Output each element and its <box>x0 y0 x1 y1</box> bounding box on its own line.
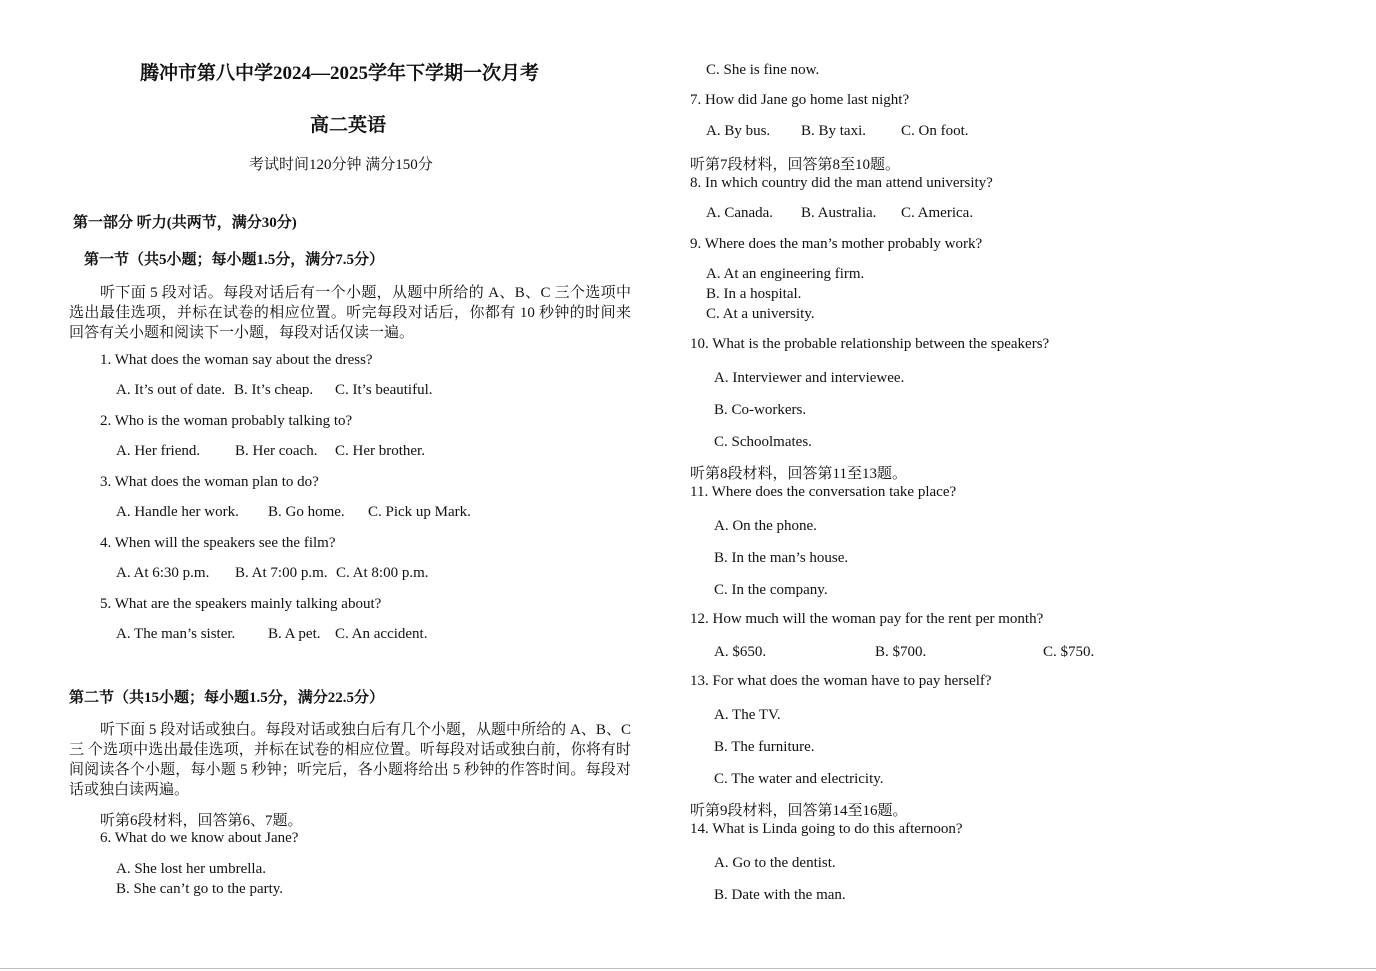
q12-option-a: A. $650. <box>714 644 767 660</box>
q2-option-c: C. Her brother. <box>335 443 425 459</box>
q4-option-a: A. At 6:30 p.m. <box>116 565 210 581</box>
question-4: 4. When will the speakers see the film? <box>100 535 336 551</box>
question-3: 3. What does the woman plan to do? <box>100 474 319 490</box>
question-5: 5. What are the speakers mainly talking about? <box>100 596 382 612</box>
q13-option-a: A. The TV. <box>714 707 781 723</box>
question-2: 2. Who is the woman probably talking to? <box>100 413 353 429</box>
question-1: 1. What does the woman say about the dress? <box>100 352 373 368</box>
q10-option-c: C. Schoolmates. <box>714 434 812 450</box>
q11-option-a: A. On the phone. <box>714 518 817 534</box>
section1-heading: 第一节（共5小题；每小题1.5分，满分7.5分） <box>84 252 385 268</box>
q3-option-a: A. Handle her work. <box>116 504 239 520</box>
q9-option-b: B. In a hospital. <box>706 286 802 302</box>
exam-title: 腾冲市第八中学2024—2025学年下学期一次月考 <box>140 63 540 84</box>
question-9: 9. Where does the man’s mother probably work? <box>690 236 983 252</box>
q5-option-b: B. A pet. <box>268 626 321 642</box>
q3-option-b: B. Go home. <box>268 504 345 520</box>
material-9-note: 听第9段材料，回答第14至16题。 <box>690 803 908 819</box>
q14-option-b: B. Date with the man. <box>714 887 846 903</box>
q1-option-c: C. It’s beautiful. <box>335 382 433 398</box>
q1-option-b: B. It’s cheap. <box>234 382 314 398</box>
q7-option-a: A. By bus. <box>706 123 771 139</box>
q6-option-c: C. She is fine now. <box>706 62 820 78</box>
material-6-note: 听第6段材料，回答第6、7题。 <box>100 813 303 829</box>
q13-option-c: C. The water and electricity. <box>714 771 884 787</box>
q14-option-a: A. Go to the dentist. <box>714 855 836 871</box>
section2-heading: 第二节（共15小题；每小题1.5分，满分22.5分） <box>69 690 385 706</box>
q4-option-b: B. At 7:00 p.m. <box>235 565 328 581</box>
page-bottom-divider <box>0 968 1376 969</box>
q5-option-a: A. The man’s sister. <box>116 626 236 642</box>
material-8-note: 听第8段材料，回答第11至13题。 <box>690 466 907 482</box>
q5-option-c: C. An accident. <box>335 626 428 642</box>
q8-option-c: C. America. <box>901 205 974 221</box>
section2-instructions: 听下面 5 段对话或独白。每段对话或独白后有几个小题，从题中所给的 A、B、C 三 个选项中选出最佳选项，并标在试卷的相应位置。听每段对话或独白前，你将有时间阅读各个小题，每小题 5 秒钟；听完后，各小题将给出 5 秒钟的作答时间。每段对话或独白读两遍。 <box>69 722 631 798</box>
exam-info: 考试时间120分钟 满分150分 <box>249 157 433 173</box>
q6-option-a: A. She lost her umbrella. <box>116 861 266 877</box>
question-11: 11. Where does the conversation take place? <box>690 484 957 500</box>
material-7-note: 听第7段材料，回答第8至10题。 <box>690 157 901 173</box>
q2-option-b: B. Her coach. <box>235 443 318 459</box>
question-14: 14. What is Linda going to do this afternoon? <box>690 821 963 837</box>
q8-option-a: A. Canada. <box>706 205 774 221</box>
part1-heading: 第一部分 听力(共两节，满分30分) <box>73 215 297 231</box>
q12-option-b: B. $700. <box>875 644 927 660</box>
q2-option-a: A. Her friend. <box>116 443 201 459</box>
q10-option-a: A. Interviewer and interviewee. <box>714 370 905 386</box>
q7-option-c: C. On foot. <box>901 123 969 139</box>
section1-instructions: 听下面 5 段对话。每段对话后有一个小题，从题中所给的 A、B、C 三个选项中选出最佳选项，并标在试卷的相应位置。听完每段对话后，你都有 10 秒钟的时间来回答有关小题和阅读下一小题，每段对话仅读一遍。 <box>69 285 631 341</box>
q6-option-b: B. She can’t go to the party. <box>116 881 284 897</box>
question-12: 12. How much will the woman pay for the rent per month? <box>690 611 1044 627</box>
question-6: 6. What do we know about Jane? <box>100 830 299 846</box>
question-8: 8. In which country did the man attend university? <box>690 175 993 191</box>
q8-option-b: B. Australia. <box>801 205 877 221</box>
question-13: 13. For what does the woman have to pay herself? <box>690 673 992 689</box>
q1-option-a: A. It’s out of date. <box>116 382 226 398</box>
q12-option-c: C. $750. <box>1043 644 1095 660</box>
q4-option-c: C. At 8:00 p.m. <box>336 565 429 581</box>
q11-option-b: B. In the man’s house. <box>714 550 849 566</box>
q10-option-b: B. Co-workers. <box>714 402 807 418</box>
subject-title: 高二英语 <box>310 115 387 136</box>
q7-option-b: B. By taxi. <box>801 123 867 139</box>
question-7: 7. How did Jane go home last night? <box>690 92 910 108</box>
question-10: 10. What is the probable relationship between the speakers? <box>690 336 1050 352</box>
q11-option-c: C. In the company. <box>714 582 828 598</box>
q3-option-c: C. Pick up Mark. <box>368 504 471 520</box>
q13-option-b: B. The furniture. <box>714 739 815 755</box>
q9-option-c: C. At a university. <box>706 306 815 322</box>
q9-option-a: A. At an engineering firm. <box>706 266 865 282</box>
